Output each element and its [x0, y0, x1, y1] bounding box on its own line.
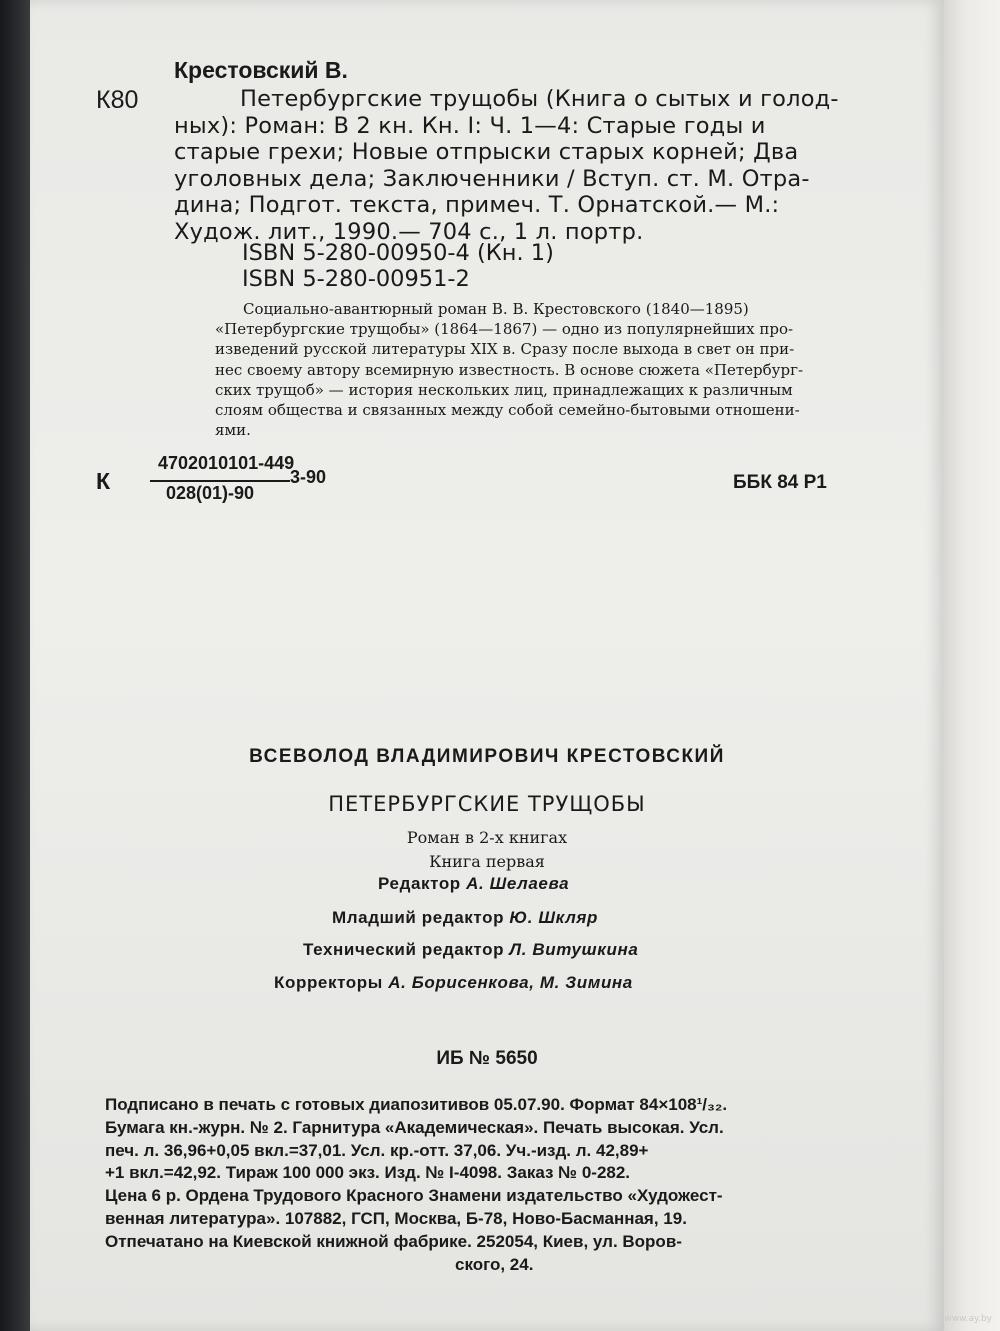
k-code-suffix: 3-90 [290, 467, 327, 487]
k-code-letter: К [96, 468, 111, 494]
description-line: старые грехи; Новые отпрыски старых корней; Два [174, 139, 799, 165]
imprint-line: Отпечатано на Киевской книжной фабрике. 252054, Киев, ул. Воров- [105, 1231, 682, 1251]
bbk-code: ББК 84 Р1 [733, 472, 827, 493]
imprint-line: +1 вкл.=42,92. Тираж 100 000 экз. Изд. № I-4098. Заказ № 0-282. [105, 1163, 631, 1183]
annotation-line: «Петербургские трущобы» (1864—1867) — одно из популярнейших про- [215, 320, 794, 339]
bibliographic-description [174, 86, 940, 245]
staff-editor [378, 874, 569, 894]
ib-number: ИБ № 5650 [436, 1048, 538, 1069]
imprint-line: ского, 24. [455, 1254, 534, 1274]
k-code-fraction-bar [150, 480, 290, 482]
staff-name: А. Борисенкова, М. Зимина [388, 973, 633, 992]
staff-role: Младший редактор [332, 908, 505, 927]
annotation-line: ями. [215, 421, 251, 440]
annotation-line: нес своему автору всемирную известность. В основе сюжета «Петербург- [215, 360, 804, 379]
imprint-line: Подписано в печать с готовых диапозитивов 05.07.90. Формат 84×108¹/₃₂. [105, 1095, 728, 1114]
description-line: Худож. лит., 1990.— 704 с., 1 л. портр. [174, 218, 644, 245]
annotation [215, 299, 875, 440]
author-short: Крестовский В. [174, 57, 348, 83]
catalog-code: К80 [96, 86, 139, 114]
staff-role: Редактор [378, 874, 461, 893]
imprint-block [105, 1094, 905, 1276]
staff-role: Технический редактор [303, 940, 505, 959]
imprint-line: Бумага кн.-журн. № 2. Гарнитура «Академическая». Печать высокая. Усл. [105, 1117, 724, 1137]
staff-proofreaders [274, 973, 633, 993]
annotation-line: ских трущоб» — история нескольких лиц, принадлежащих к различным [215, 380, 793, 399]
full-author-name: ВСЕВОЛОД ВЛАДИМИРОВИЧ КРЕСТОВСКИЙ [249, 746, 725, 767]
k-code-denominator: 028(01)-90 [166, 483, 255, 503]
staff-name: Ю. Шкляр [509, 908, 599, 927]
description-line: ных): Роман: В 2 кн. Кн. I: Ч. 1—4: Старые годы и [174, 112, 766, 139]
isbn-volume: ISBN 5-280-00950-4 (Кн. 1) [242, 240, 554, 266]
novel-note: Роман в 2-х книгах [406, 828, 568, 847]
description-line: дина; Подгот. текста, примеч. Т. Орнатской.— М.: [174, 192, 780, 218]
book-spine-shadow [0, 0, 30, 1331]
annotation-line: слоям общества и связанных между собой семейно-бытовыми отношени- [215, 401, 800, 420]
imprint-line: Цена 6 р. Ордена Трудового Красного Знамени издательство «Художест- [105, 1186, 723, 1206]
isbn-set: ISBN 5-280-00951-2 [242, 266, 470, 292]
imprint-line: печ. л. 36,96+0,05 вкл.=37,01. Усл. кр.-отт. 37,06. Уч.-изд. л. 42,89+ [105, 1140, 649, 1160]
site-watermark: www.ay.by [944, 1314, 992, 1324]
staff-junior-editor [332, 908, 598, 928]
description-line: уголовных дела; Заключенники / Вступ. ст. М. Отра- [174, 165, 810, 192]
staff-tech-editor [303, 940, 638, 960]
imprint-line: венная литература». 107882, ГСП, Москва, Б-78, Ново-Басманная, 19. [105, 1208, 687, 1228]
staff-role: Корректоры [274, 973, 383, 992]
book-title: ПЕТЕРБУРГСКИЕ ТРУЩОБЫ [328, 792, 646, 816]
next-page-edge [944, 0, 1000, 1331]
annotation-line: изведений русской литературы XIX в. Сразу после выхода в свет он при- [215, 340, 795, 359]
book-number: Книга первая [429, 852, 545, 871]
description-line: Петербургские трущобы (Книга о сытых и голод- [240, 86, 839, 112]
k-code-numerator: 4702010101-449 [158, 453, 295, 473]
annotation-line: Социально-авантюрный роман В. В. Крестовского (1840—1895) [243, 300, 749, 318]
staff-name: Л. Витушкина [509, 940, 639, 959]
staff-name: А. Шелаева [466, 874, 570, 893]
